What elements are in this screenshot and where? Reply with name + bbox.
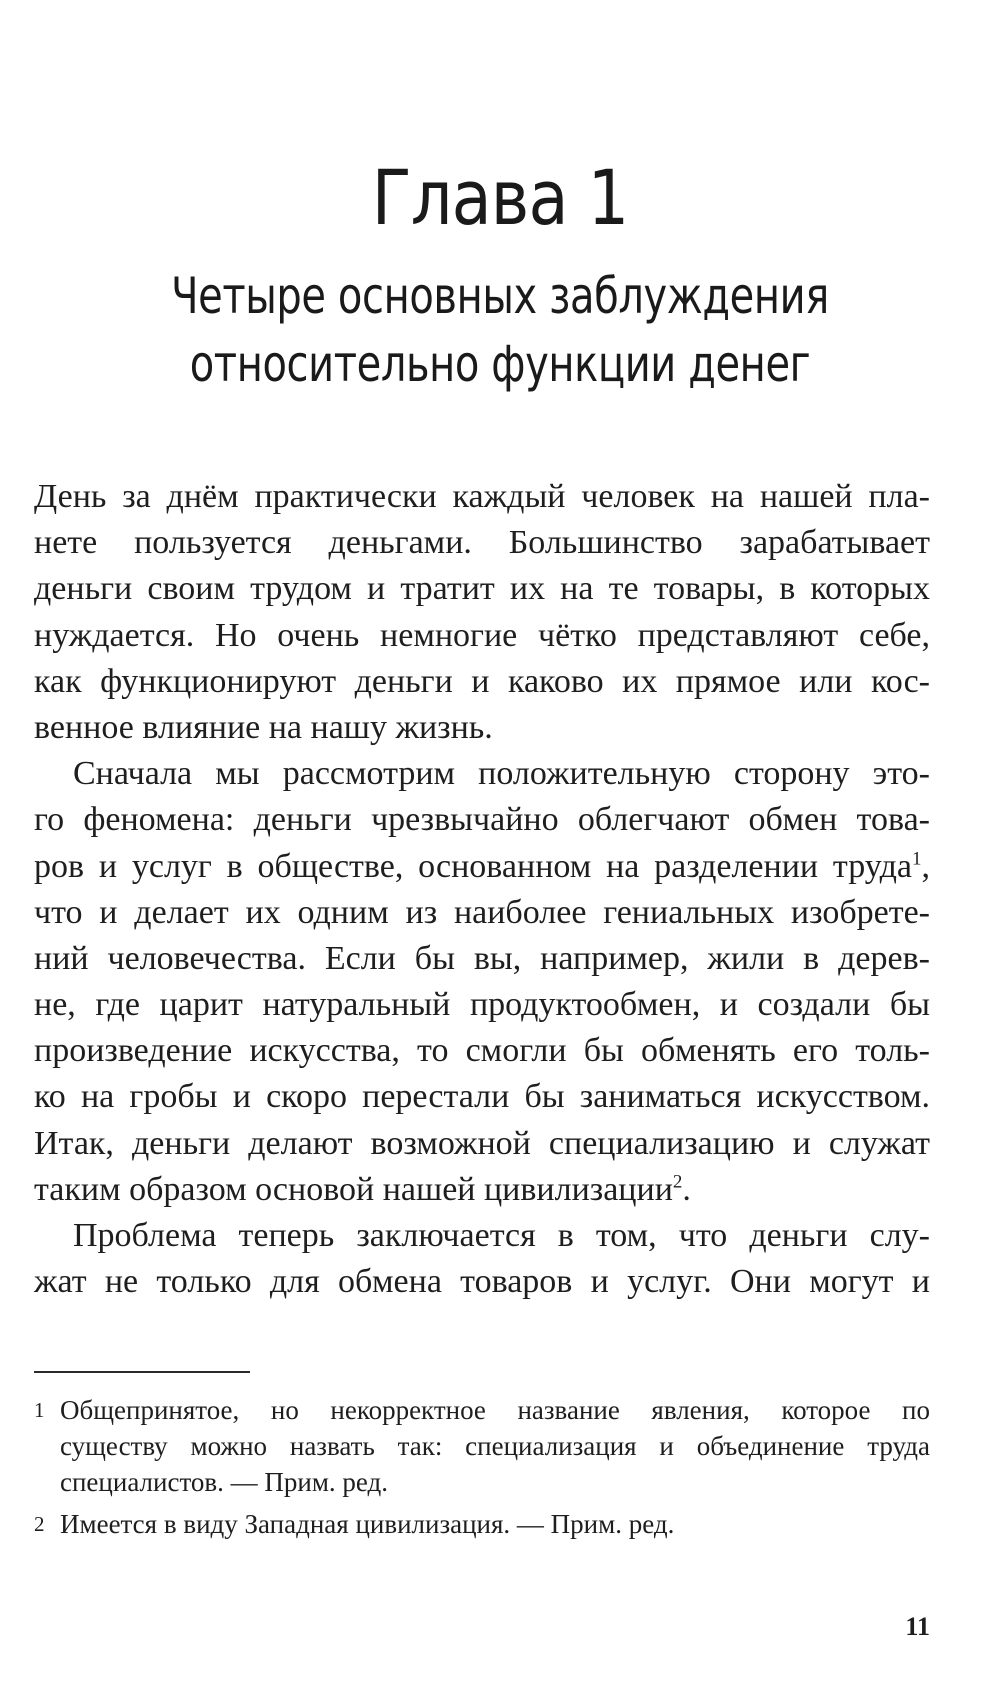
footnote-line: Имеется в виду Западная цивилизация. — Прим. ред. — [60, 1509, 675, 1539]
text-line: Проблема теперь заключается в том, что деньги слу- — [73, 1217, 930, 1254]
footnotes — [34, 1392, 930, 1542]
text-line: произведение искусства, то смогли бы обменять его толь- — [34, 1032, 930, 1070]
text-line: Сначала мы рассмотрим положительную сторону это- — [73, 755, 930, 793]
text-line: венное влияние на нашу жизнь. — [34, 708, 493, 746]
text-line: нете пользуется деньгами. Большинство зарабатывает — [34, 524, 930, 562]
text-line-content: таким образом основой нашей цивилизации — [34, 1170, 673, 1208]
footnote-ref[interactable]: 2 — [672, 1171, 683, 1193]
text-line: жат не только для обмена товаров и услуг. Они могут и — [34, 1263, 930, 1301]
text-line: День за днём практически каждый человек на нашей пла- — [34, 478, 930, 515]
footnote-ref[interactable]: 1 — [912, 848, 922, 870]
punctuation: . — [682, 1170, 691, 1208]
text-line: го феномена: деньги чрезвычайно облегчают обмен това- — [34, 801, 930, 839]
text-line: как функционируют деньги и каково их прямое или кос- — [34, 662, 930, 700]
punctuation: , — [921, 847, 930, 885]
page-number: 11 — [905, 1612, 930, 1641]
footnote — [34, 1392, 930, 1500]
text-line — [34, 1167, 930, 1213]
text-line: Итак, деньги делают возможной специализацию и служат — [34, 1124, 930, 1162]
text-line: ний человечества. Если бы вы, например, жили в дерев- — [34, 939, 930, 977]
text-line: нуждается. Но очень немногие чётко представляют себе, — [34, 616, 930, 654]
chapter-subtitle-line: Четыре основных заблуждения — [171, 267, 829, 325]
body-text — [34, 474, 930, 1305]
text-line: ко на гробы и скоро перестали бы заниматься искусством. — [34, 1078, 930, 1116]
footnote-number: 1 — [34, 1398, 45, 1422]
footnote — [34, 1506, 930, 1542]
text-line: не, где царит натуральный продуктообмен, и создали бы — [34, 986, 930, 1024]
chapter-subtitle — [100, 262, 900, 398]
footnote-line: Общепринятое, но некорректное название явления, которое по — [60, 1395, 930, 1425]
chapter-subtitle-line: относительно функции денег — [189, 335, 811, 393]
text-line: деньги своим трудом и тратит их на те товары, в которых — [34, 570, 930, 608]
text-line — [34, 844, 930, 890]
chapter-title: Глава 1 — [371, 153, 629, 242]
footnote-line: существу можно назвать так: специализация и объединение труда — [60, 1431, 930, 1461]
footnote-number: 2 — [34, 1512, 45, 1536]
text-line: что и делает их одним из наиболее гениальных изобрете- — [34, 893, 930, 931]
text-line-content: ров и услуг в обществе, основанном на разделении труда — [34, 847, 912, 885]
footnote-divider — [34, 1371, 250, 1373]
footnote-line: специалистов. — Прим. ред. — [60, 1467, 389, 1497]
